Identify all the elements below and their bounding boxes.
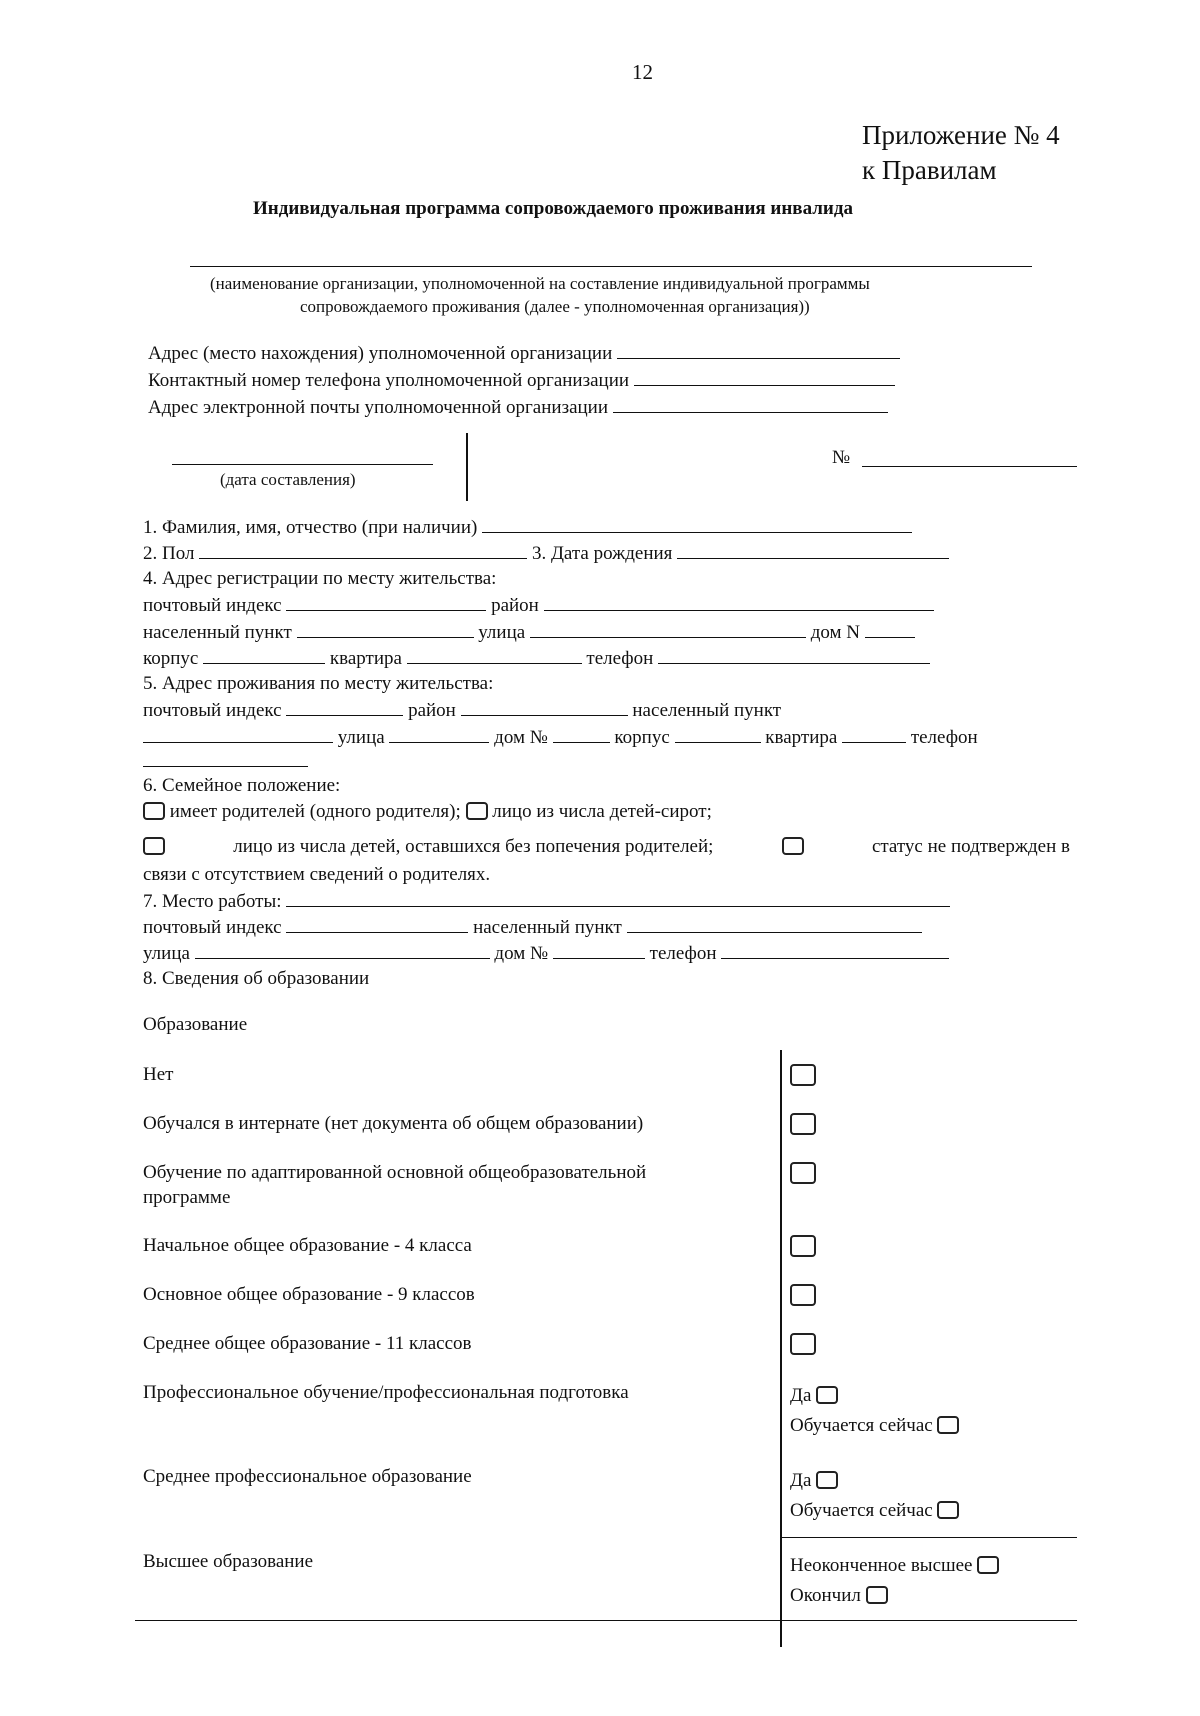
edu-boarding-label: Обучался в интернате (нет документа об общем образовании): [143, 1113, 644, 1134]
edu-higher-label: Высшее образование: [143, 1551, 314, 1572]
live-street-row: улица дом № корпус квартира телефон: [143, 726, 978, 749]
live-district-input[interactable]: [461, 699, 628, 716]
edu-vocational-label: Профессиональное обучение/профессиональная подготовка: [143, 1382, 629, 1403]
field-7: 7. Место работы:: [143, 890, 950, 913]
reg-postal-index-input[interactable]: [286, 594, 486, 611]
edu-boarding-checkbox[interactable]: [790, 1113, 816, 1135]
secondary-prof-yes-checkbox[interactable]: [816, 1471, 838, 1489]
field-1: 1. Фамилия, имя, отчество (при наличии): [143, 516, 912, 539]
field-2-3: 2. Пол 3. Дата рождения: [143, 542, 949, 565]
orphan-checkbox[interactable]: [466, 802, 488, 820]
reg-locality-input[interactable]: [297, 621, 474, 638]
family-options-row1: имеет родителей (одного родителя); лицо из числа детей-сирот;: [143, 801, 712, 823]
edu-basic-checkbox[interactable]: [790, 1284, 816, 1306]
vocational-yes-checkbox[interactable]: [816, 1386, 838, 1404]
reg-street-input[interactable]: [530, 621, 806, 638]
education-bottom-line: [135, 1620, 1077, 1621]
org-email-input[interactable]: [613, 396, 888, 413]
education-divider: [780, 1050, 782, 1647]
number-line[interactable]: [862, 466, 1077, 467]
field-8-heading: 8. Сведения об образовании: [143, 968, 370, 989]
work-house-input[interactable]: [553, 942, 645, 959]
appendix-line1: Приложение № 4: [862, 120, 1060, 150]
reg-phone-input[interactable]: [658, 647, 930, 664]
reg-house-input[interactable]: [865, 621, 915, 638]
live-index-row: почтовый индекс район населенный пункт: [143, 700, 782, 721]
reg-building-row: корпус квартира телефон: [143, 647, 930, 670]
edu-basic-label: Основное общее образование - 9 классов: [143, 1284, 475, 1305]
date-divider: [466, 433, 468, 501]
edu-none-checkbox[interactable]: [790, 1064, 816, 1086]
higher-incomplete-checkbox[interactable]: [977, 1556, 999, 1574]
work-index-row: почтовый индекс населенный пункт: [143, 916, 922, 939]
reg-building-input[interactable]: [203, 647, 325, 664]
reg-index-row: почтовый индекс район: [143, 594, 934, 617]
reg-apartment-input[interactable]: [407, 647, 582, 664]
org-phone-field: Контактный номер телефона уполномоченной организации: [148, 369, 895, 392]
appendix-line2: к Правилам: [862, 155, 997, 185]
edu-adapted-label-line1: Обучение по адаптированной основной общеобразовательной: [143, 1162, 647, 1183]
field-5-heading: 5. Адрес проживания по месту жительства:: [143, 673, 494, 694]
birthdate-input[interactable]: [677, 542, 949, 559]
live-street-input[interactable]: [389, 726, 489, 743]
edu-adapted-checkbox[interactable]: [790, 1162, 816, 1184]
no-care-checkbox[interactable]: [143, 837, 165, 855]
live-postal-index-input[interactable]: [286, 699, 403, 716]
live-building-input[interactable]: [675, 726, 761, 743]
number-label: №: [832, 447, 851, 468]
work-street-input[interactable]: [195, 942, 490, 959]
org-address-input[interactable]: [617, 342, 900, 359]
education-heading: Образование: [143, 1014, 248, 1035]
org-email-field: Адрес электронной почты уполномоченной организации: [148, 396, 888, 419]
family-options-row2: лицо из числа детей, оставшихся без попечения родителей; статус не подтвержден в: [143, 836, 1070, 858]
date-line[interactable]: [172, 464, 433, 465]
work-locality-input[interactable]: [627, 916, 922, 933]
family-options-row3: связи с отсутствием сведений о родителях.: [143, 864, 491, 885]
org-caption-line2: сопровождаемого проживания (далее - уполномоченная организация)): [300, 297, 810, 316]
unconfirmed-checkbox[interactable]: [782, 837, 804, 855]
field-4-heading: 4. Адрес регистрации по месту жительства:: [143, 568, 497, 589]
live-phone-input[interactable]: [143, 766, 308, 767]
org-phone-input[interactable]: [634, 369, 895, 386]
higher-edu-separator: [780, 1537, 1077, 1538]
edu-none-label: Нет: [143, 1064, 174, 1085]
date-caption: (дата составления): [220, 470, 356, 489]
org-name-line[interactable]: [190, 266, 1032, 267]
work-place-input[interactable]: [286, 890, 950, 907]
live-house-input[interactable]: [553, 726, 610, 743]
work-postal-index-input[interactable]: [286, 916, 468, 933]
edu-primary-checkbox[interactable]: [790, 1235, 816, 1257]
reg-district-input[interactable]: [544, 594, 934, 611]
org-caption-line1: (наименование организации, уполномоченной на составление индивидуальной программы: [210, 274, 870, 293]
edu-secondary-checkbox[interactable]: [790, 1333, 816, 1355]
live-apartment-input[interactable]: [842, 726, 906, 743]
gender-input[interactable]: [199, 542, 527, 559]
edu-adapted-label-line2: программе: [143, 1187, 231, 1208]
edu-secondary-label: Среднее общее образование - 11 классов: [143, 1333, 472, 1354]
document-title: Индивидуальная программа сопровождаемого проживания инвалида: [253, 198, 853, 219]
higher-finished-checkbox[interactable]: [866, 1586, 888, 1604]
page-number: 12: [632, 60, 653, 84]
parents-checkbox[interactable]: [143, 802, 165, 820]
work-phone-input[interactable]: [721, 942, 949, 959]
field-6-heading: 6. Семейное положение:: [143, 775, 341, 796]
org-address-field: Адрес (место нахождения) уполномоченной организации: [148, 342, 900, 365]
work-street-row: улица дом № телефон: [143, 942, 949, 965]
secondary-prof-studying-checkbox[interactable]: [937, 1501, 959, 1519]
edu-secondary-prof-label: Среднее профессиональное образование: [143, 1466, 472, 1487]
reg-locality-row: населенный пункт улица дом N: [143, 621, 915, 644]
edu-primary-label: Начальное общее образование - 4 класса: [143, 1235, 472, 1256]
live-locality-input[interactable]: [143, 726, 333, 743]
vocational-studying-checkbox[interactable]: [937, 1416, 959, 1434]
fio-input[interactable]: [482, 516, 912, 533]
